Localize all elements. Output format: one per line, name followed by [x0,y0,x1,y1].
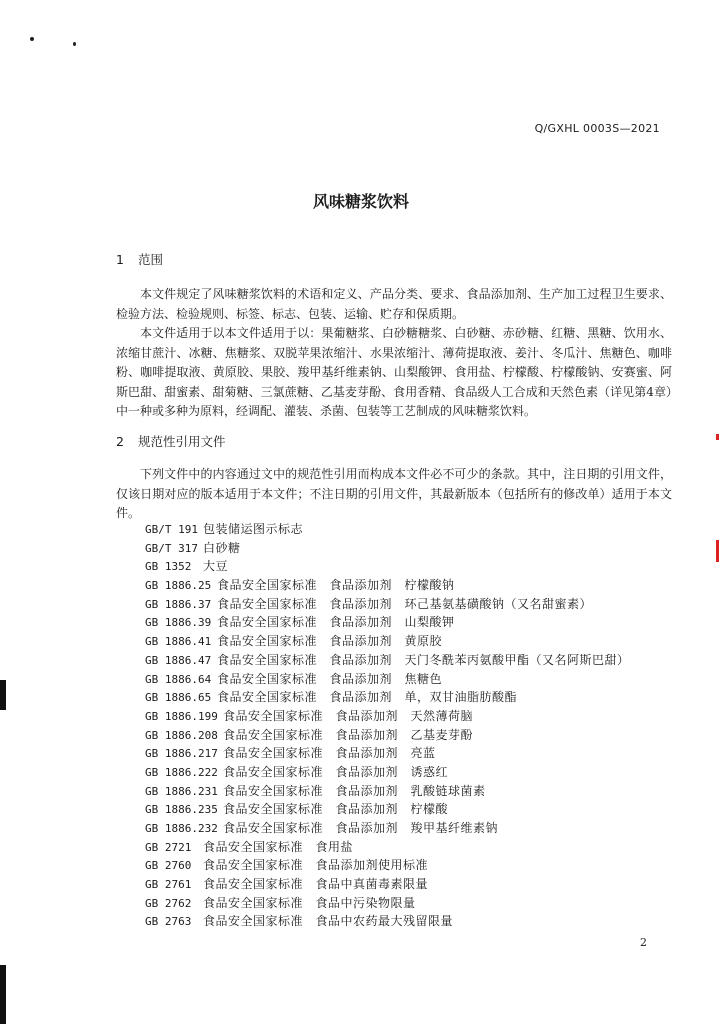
reference-item [145,557,630,576]
section-heading [116,432,226,450]
reference-title: 大豆 [203,559,229,574]
reference-code: GB 1886.222 [145,765,218,779]
reference-code: GB 1886.41 [145,635,212,649]
scan-speck [73,42,76,46]
reference-item [145,726,630,745]
reference-code: GB 1886.37 [145,597,212,611]
scan-edge-shadow [0,680,6,710]
reference-item [145,670,630,689]
reference-item [145,782,630,801]
reference-title: 食品安全国家标准 食品添加剂 乳酸链球菌素 [223,783,486,798]
reference-title: 食品安全国家标准 食品添加剂使用标准 [203,858,429,873]
reference-code: GB 1352 [145,560,192,574]
reference-code: GB 2762 [145,896,192,910]
reference-title: 食品安全国家标准 食品添加剂 乙基麦芽酚 [223,727,474,742]
reference-title: 食品安全国家标准 食品添加剂 亮蓝 [223,746,436,761]
page-title: 风味糖浆饮料 [312,192,409,211]
reference-code: GB/T 317 [145,541,198,555]
reference-code: GB 2761 [145,878,192,892]
scan-red-mark [716,434,719,440]
reference-code: GB 1886.231 [145,784,218,798]
reference-item [145,539,630,558]
reference-item [145,576,630,595]
reference-item [145,912,630,931]
reference-title: 食品安全国家标准 食品中农药最大残留限量 [203,914,454,929]
reference-title: 食品安全国家标准 食品添加剂 黄原胶 [217,634,443,649]
reference-item [145,632,630,651]
reference-title: 白砂糖 [203,540,241,555]
reference-item [145,856,630,875]
reference-code: GB 1886.208 [145,728,218,742]
reference-title: 食品安全国家标准 食品添加剂 焦糖色 [217,671,443,686]
section-title: 规范性引用文件 [138,434,226,449]
page-number: 2 [640,936,647,949]
reference-title: 食品安全国家标准 食品添加剂 环己基氨基磺酸钠（又名甜蜜素） [217,596,593,611]
reference-code: GB 1886.47 [145,653,212,667]
paragraph: 本文件规定了风味糖浆饮料的术语和定义、产品分类、要求、食品添加剂、生产加工过程卫生要求、检验方法、检验规则、标签、标志、包装、运输、贮存和保质期。 [116,287,672,321]
document-code: Q/GXHL 0003S—2021 [534,122,660,135]
reference-item [145,838,630,857]
reference-title: 食品安全国家标准 食品中真菌毒素限量 [203,877,429,892]
reference-title: 食品安全国家标准 食品添加剂 柠檬酸 [223,802,449,817]
reference-title: 食品安全国家标准 食品添加剂 羧甲基纤维素钠 [223,821,499,835]
reference-code: GB 1886.217 [145,747,218,761]
scan-edge-shadow [0,965,6,1024]
reference-item [145,707,630,726]
reference-code: GB 1886.232 [145,822,218,835]
reference-item [145,520,630,539]
reference-code: GB 1886.65 [145,691,212,705]
reference-code: GB/T 191 [145,523,198,536]
paragraph: 本文件适用于以本文件适用于以：果葡糖浆、白砂糖糖浆、白砂糖、赤砂糖、红糖、黑糖、饮用水、浓缩甘蔗汁、冰糖、焦糖浆、双脱苹果浓缩汁、水果浓缩汁、薄荷提取液、姜汁、冬瓜汁、焦糖色、咖啡粉、咖啡提取液、黄原胶、果胶、羧甲基纤维素钠、山梨酸钾、食用盐、柠檬酸、柠檬酸钠、安赛蜜、阿斯巴甜、甜蜜素、甜菊糖、三氯蔗糖、乙基麦芽酚、食用香精、食品级人工合成和天然色素（详见第4章）中一种或多种为原料，经调配、灌装、杀菌、包装等工艺制成的风味糖浆饮料。 [116,326,672,419]
section-title: 范围 [138,252,164,267]
reference-code: GB 2763 [145,915,192,929]
section-heading [116,250,163,268]
reference-item [145,744,630,763]
reference-code: GB 1886.235 [145,803,218,817]
scan-speck [30,37,34,41]
reference-list [145,520,630,931]
reference-code: GB 2760 [145,859,192,873]
reference-item [145,688,630,707]
reference-item [145,763,630,782]
reference-code: GB 1886.199 [145,709,218,723]
reference-title: 食品安全国家标准 食品添加剂 山梨酸钾 [217,615,455,630]
reference-title: 食品安全国家标准 食用盐 [203,839,354,854]
reference-title: 食品安全国家标准 食品添加剂 单，双甘油脂肪酸酯 [217,690,518,705]
reference-code: GB 2721 [145,840,192,854]
reference-item [145,595,630,614]
reference-title: 包装储运图示标志 [203,522,304,536]
reference-item [145,875,630,894]
reference-code: GB 1886.64 [145,672,212,686]
paragraph: 下列文件中的内容通过文中的规范性引用而构成本文件必不可少的条款。其中，注日期的引用文件，仅该日期对应的版本适用于本文件；不注日期的引用文件，其最新版本（包括所有的修改单）适用于本文件。 [116,467,672,521]
section-number: 2 [116,434,124,449]
reference-title: 食品安全国家标准 食品添加剂 天门冬酰苯丙氨酸甲酯（又名阿斯巴甜） [217,652,630,667]
reference-item [145,613,630,632]
reference-title: 食品安全国家标准 食品添加剂 柠檬酸钠 [217,578,455,593]
reference-title: 食品安全国家标准 食品中污染物限量 [203,895,416,910]
reference-item [145,894,630,913]
reference-code: GB 1886.39 [145,616,212,630]
reference-item [145,651,630,670]
reference-item [145,800,630,819]
section-number: 1 [116,252,124,267]
reference-code: GB 1886.25 [145,579,212,593]
scan-red-mark [716,540,719,562]
reference-title: 食品安全国家标准 食品添加剂 诱惑红 [223,764,449,779]
reference-item [145,819,630,838]
reference-title: 食品安全国家标准 食品添加剂 天然薄荷脑 [223,708,474,723]
